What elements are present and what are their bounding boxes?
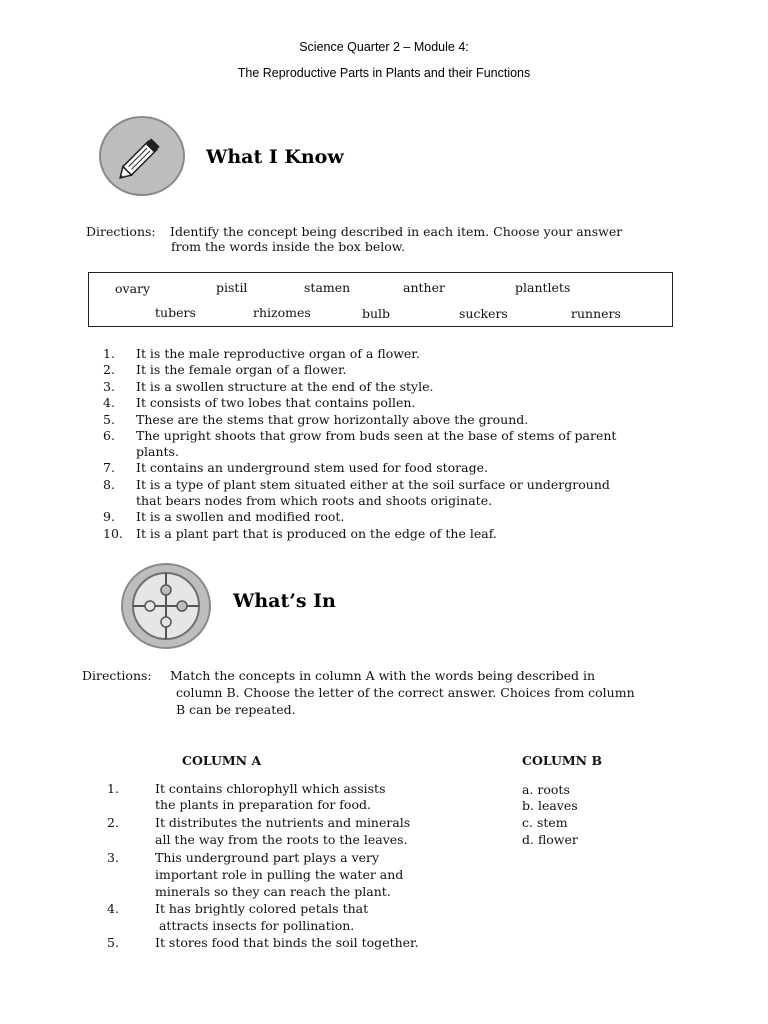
directions-text-line: column B. Choose the letter of the correct answer. Choices from column bbox=[176, 685, 635, 700]
what-i-know-heading: What I Know bbox=[206, 146, 344, 168]
column-a-number: 1. bbox=[107, 781, 119, 796]
column-b-choice: c. stem bbox=[522, 815, 568, 830]
directions-text-line: from the words inside the box below. bbox=[171, 239, 405, 254]
item-text: It is the female organ of a flower. bbox=[136, 362, 347, 377]
column-a-text: important role in pulling the water and bbox=[155, 867, 404, 882]
column-a-text: It contains chlorophyll which assists bbox=[155, 781, 386, 796]
item-text: The upright shoots that grow from buds seen at the base of stems of parent bbox=[136, 428, 617, 443]
directions-text-line: B can be repeated. bbox=[176, 702, 296, 717]
directions-text-line: Match the concepts in column A with the words being described in bbox=[170, 668, 596, 683]
item-text: It consists of two lobes that contains pollen. bbox=[136, 395, 416, 410]
item-text: It is a type of plant stem situated either at the soil surface or underground bbox=[136, 477, 610, 492]
item-number: 9. bbox=[103, 509, 115, 524]
column-a-text: It distributes the nutrients and minerals bbox=[155, 815, 411, 830]
word-bank-item: runners bbox=[571, 306, 621, 321]
word-bank-item: pistil bbox=[216, 280, 248, 295]
column-b-choice: d. flower bbox=[522, 832, 578, 847]
item-number: 8. bbox=[103, 477, 115, 492]
column-a-number: 2. bbox=[107, 815, 119, 830]
item-text: plants. bbox=[136, 444, 179, 459]
directions-label: Directions: bbox=[82, 668, 152, 683]
item-number: 3. bbox=[103, 379, 115, 394]
word-bank-item: plantlets bbox=[515, 280, 571, 295]
column-a-text: It stores food that binds the soil together. bbox=[155, 935, 419, 950]
word-bank-item: tubers bbox=[155, 305, 196, 320]
column-a-text: attracts insects for pollination. bbox=[155, 918, 355, 933]
column-a-header: COLUMN A bbox=[182, 753, 262, 768]
directions-label: Directions: bbox=[86, 224, 156, 239]
module-subtitle: The Reproductive Parts in Plants and their Functions bbox=[237, 66, 531, 80]
item-number: 6. bbox=[103, 428, 115, 443]
column-a-text: minerals so they can reach the plant. bbox=[155, 884, 391, 899]
column-a-number: 3. bbox=[107, 850, 119, 865]
column-a-text: the plants in preparation for food. bbox=[155, 797, 371, 812]
item-number: 7. bbox=[103, 460, 115, 475]
column-a-text: all the way from the roots to the leaves. bbox=[155, 832, 408, 847]
item-text: It is a swollen and modified root. bbox=[136, 509, 345, 524]
item-text: It contains an underground stem used for food storage. bbox=[136, 460, 488, 475]
item-number: 10. bbox=[103, 526, 123, 541]
item-text: that bears nodes from which roots and shoots originate. bbox=[136, 493, 493, 508]
column-a-number: 4. bbox=[107, 901, 119, 916]
item-number: 2. bbox=[103, 362, 115, 377]
directions-text-line: Identify the concept being described in each item. Choose your answer bbox=[170, 224, 623, 239]
column-a-text: It has brightly colored petals that bbox=[155, 901, 369, 916]
word-bank-item: suckers bbox=[459, 306, 508, 321]
word-bank-item: ovary bbox=[115, 281, 151, 296]
word-bank-item: rhizomes bbox=[253, 305, 311, 320]
whats-in-heading: What’s In bbox=[233, 590, 336, 612]
word-bank-item: stamen bbox=[304, 280, 351, 295]
item-text: It is a swollen structure at the end of the style. bbox=[136, 379, 434, 394]
item-number: 4. bbox=[103, 395, 115, 410]
column-b-header: COLUMN B bbox=[522, 753, 603, 768]
puzzle-icon bbox=[121, 563, 211, 649]
word-bank-item: anther bbox=[403, 280, 445, 295]
word-bank-item: bulb bbox=[362, 306, 391, 321]
item-text: It is a plant part that is produced on the edge of the leaf. bbox=[136, 526, 497, 541]
item-number: 1. bbox=[103, 346, 115, 361]
item-text: It is the male reproductive organ of a flower. bbox=[136, 346, 420, 361]
column-b-choice: b. leaves bbox=[522, 798, 578, 813]
column-a-text: This underground part plays a very bbox=[155, 850, 380, 865]
column-a-number: 5. bbox=[107, 935, 119, 950]
column-b-choice: a. roots bbox=[522, 782, 570, 797]
item-number: 5. bbox=[103, 412, 115, 427]
module-title: Science Quarter 2 – Module 4: bbox=[299, 40, 469, 54]
item-text: These are the stems that grow horizontally above the ground. bbox=[136, 412, 529, 427]
pencil-icon bbox=[99, 116, 185, 196]
